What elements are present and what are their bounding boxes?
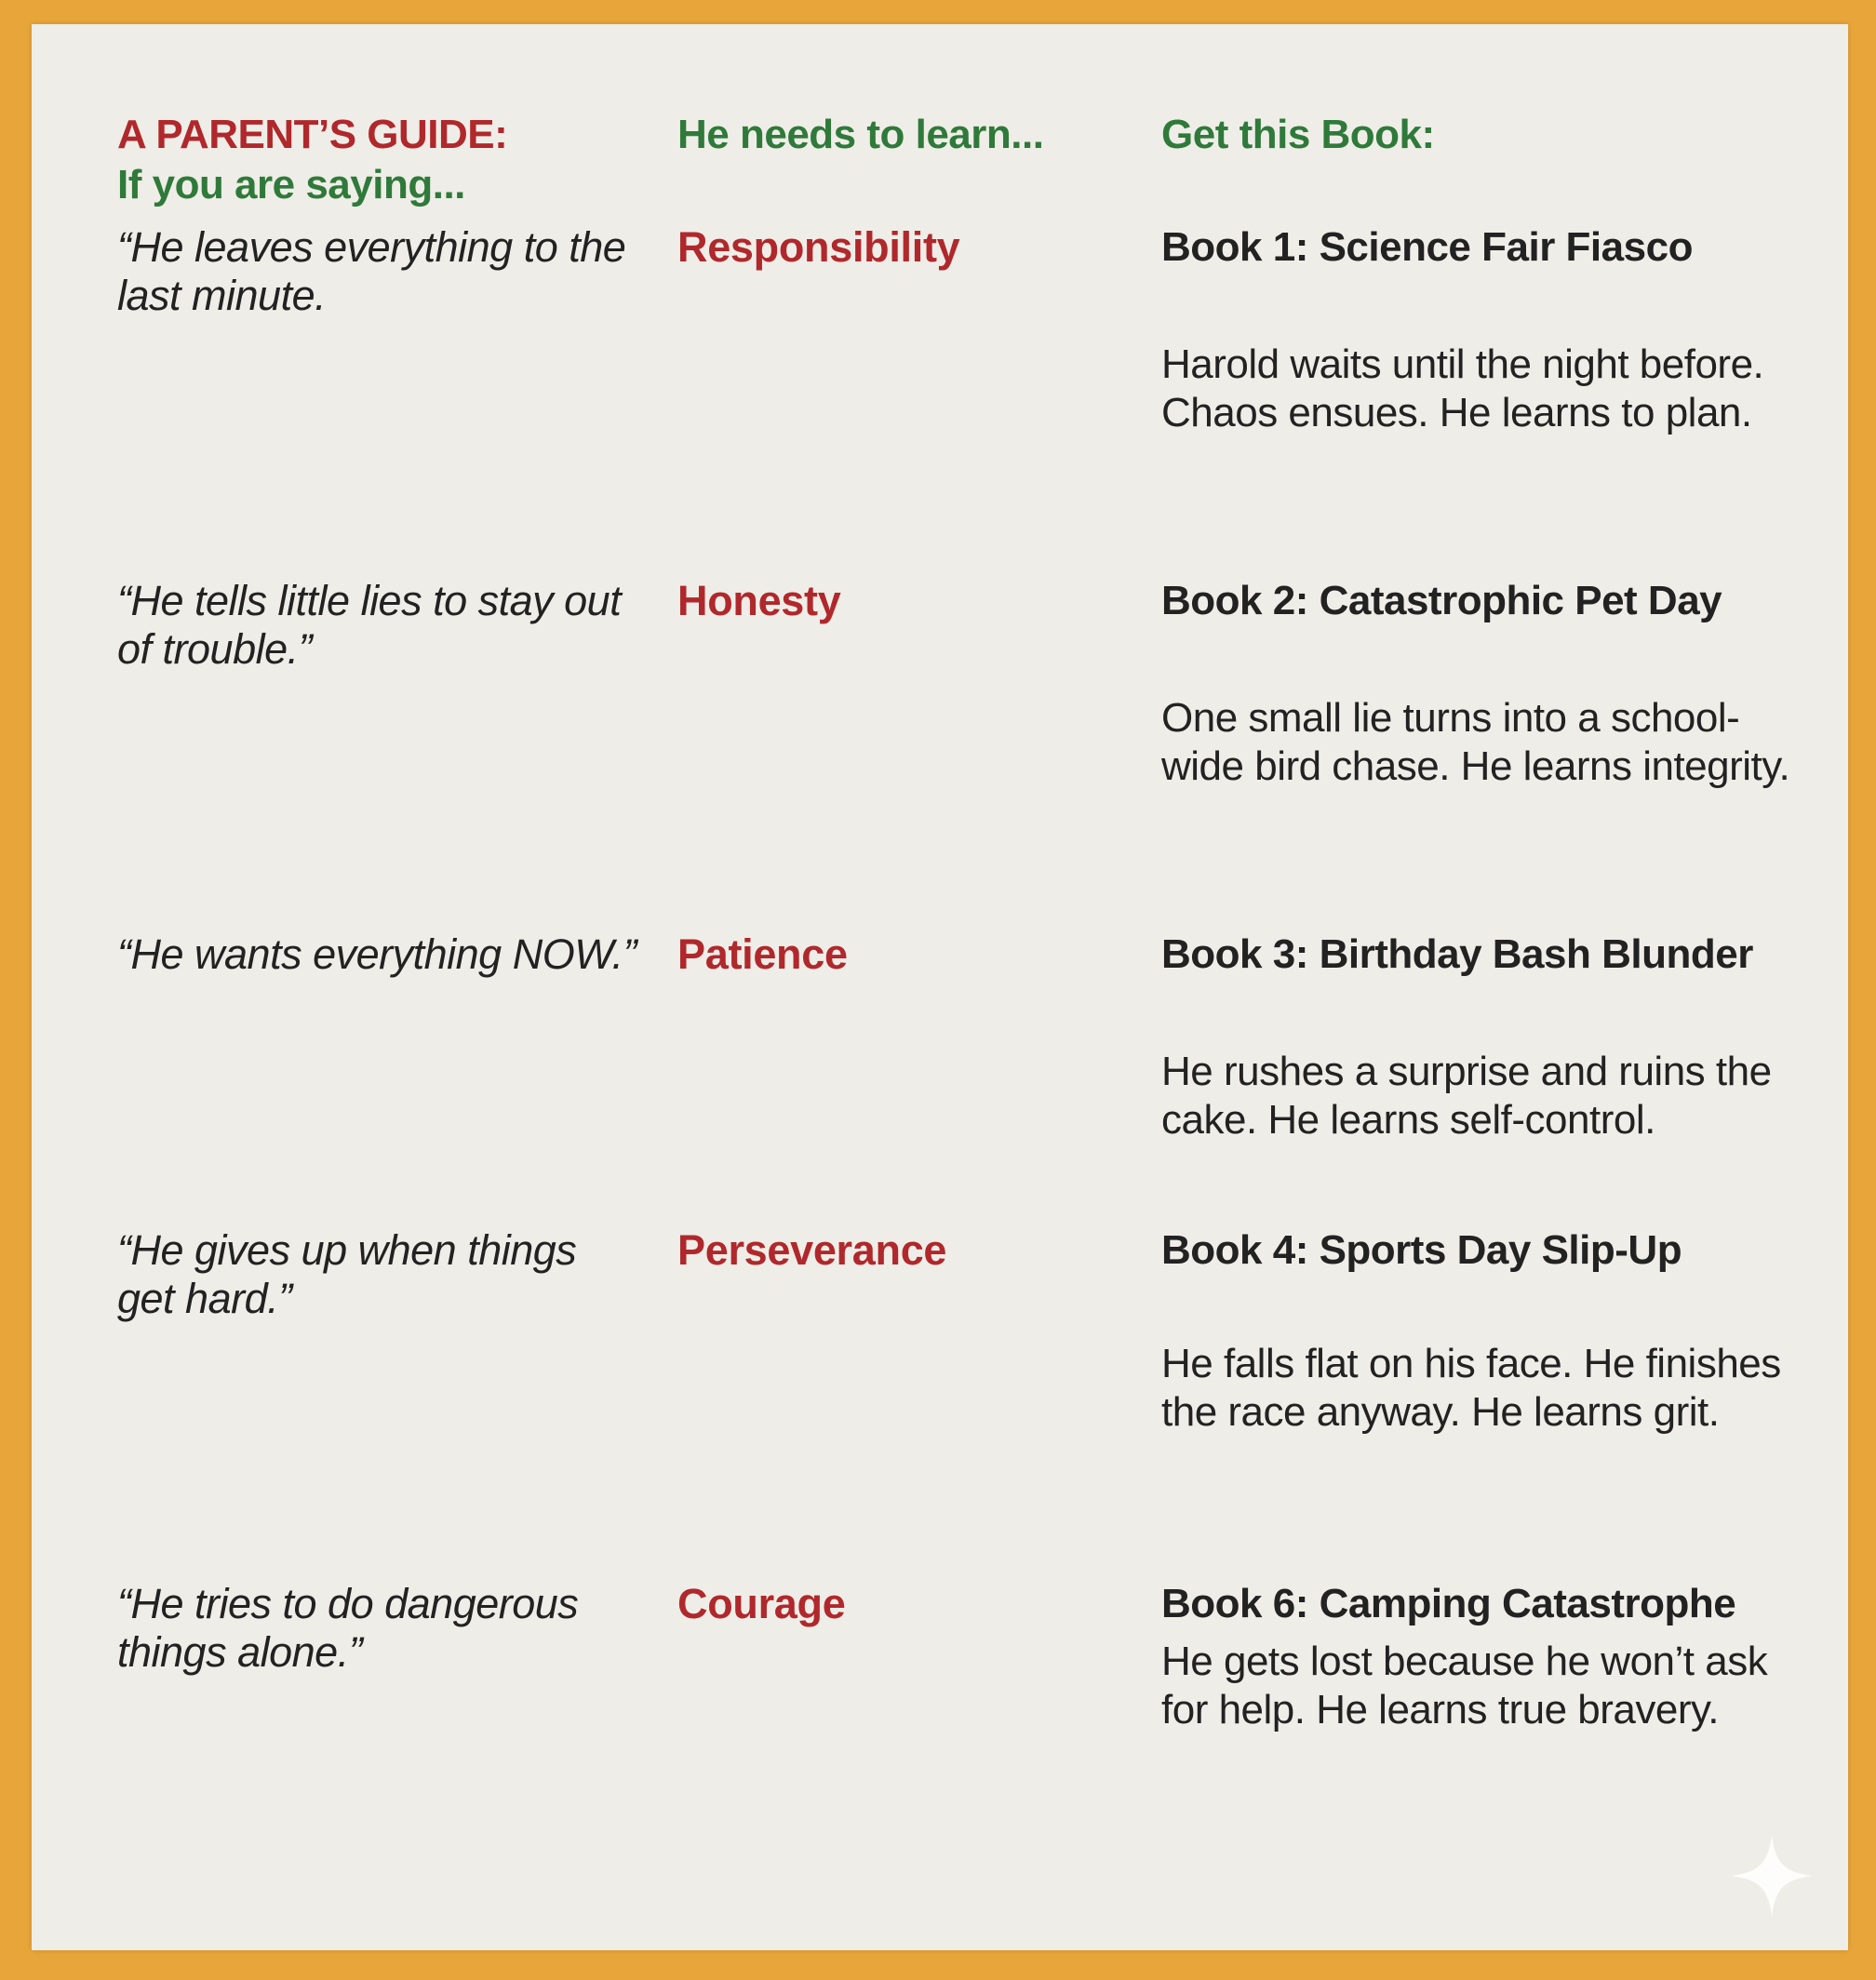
book-title: Book 4: Sports Day Slip-Up bbox=[1161, 1227, 1682, 1273]
parent-quote: “He leaves everything to the last minute. bbox=[117, 223, 626, 319]
book-description: He falls flat on his face. He finishes the race anyway. He learns grit. bbox=[1161, 1341, 1781, 1435]
book-title: Book 1: Science Fair Fiasco bbox=[1161, 224, 1693, 270]
column-header-book: Get this Book: bbox=[1161, 112, 1435, 157]
virtue-label: Patience bbox=[677, 930, 848, 978]
parent-quote: “He gives up when things get hard.” bbox=[117, 1226, 577, 1322]
sparkle-icon bbox=[1727, 1831, 1816, 1920]
book-description: Harold waits until the night before. Chaos ensues. He learns to plan. bbox=[1161, 341, 1764, 435]
column-header-saying: If you are saying... bbox=[117, 162, 465, 207]
virtue-label: Perseverance bbox=[677, 1226, 947, 1274]
book-description: One small lie turns into a school-wide bird chase. He learns integrity. bbox=[1161, 695, 1790, 789]
guide-title: A PARENT’S GUIDE: bbox=[117, 112, 508, 157]
book-title: Book 2: Catastrophic Pet Day bbox=[1161, 578, 1722, 623]
book-title: Book 6: Camping Catastrophe bbox=[1161, 1581, 1736, 1626]
parent-quote: “He wants everything NOW.” bbox=[117, 930, 636, 978]
virtue-label: Honesty bbox=[677, 577, 841, 624]
guide-sheet bbox=[32, 24, 1848, 1950]
virtue-label: Courage bbox=[677, 1580, 846, 1627]
parent-quote: “He tells little lies to stay out of trouble.” bbox=[117, 577, 622, 673]
parent-quote: “He tries to do dangerous things alone.” bbox=[117, 1580, 579, 1676]
book-title: Book 3: Birthday Bash Blunder bbox=[1161, 931, 1753, 977]
column-header-learn: He needs to learn... bbox=[677, 112, 1044, 157]
virtue-label: Responsibility bbox=[677, 223, 960, 271]
book-description: He rushes a surprise and ruins the cake. He learns self-control. bbox=[1161, 1049, 1772, 1143]
book-description: He gets lost because he won’t ask for help. He learns true bravery. bbox=[1161, 1639, 1768, 1732]
